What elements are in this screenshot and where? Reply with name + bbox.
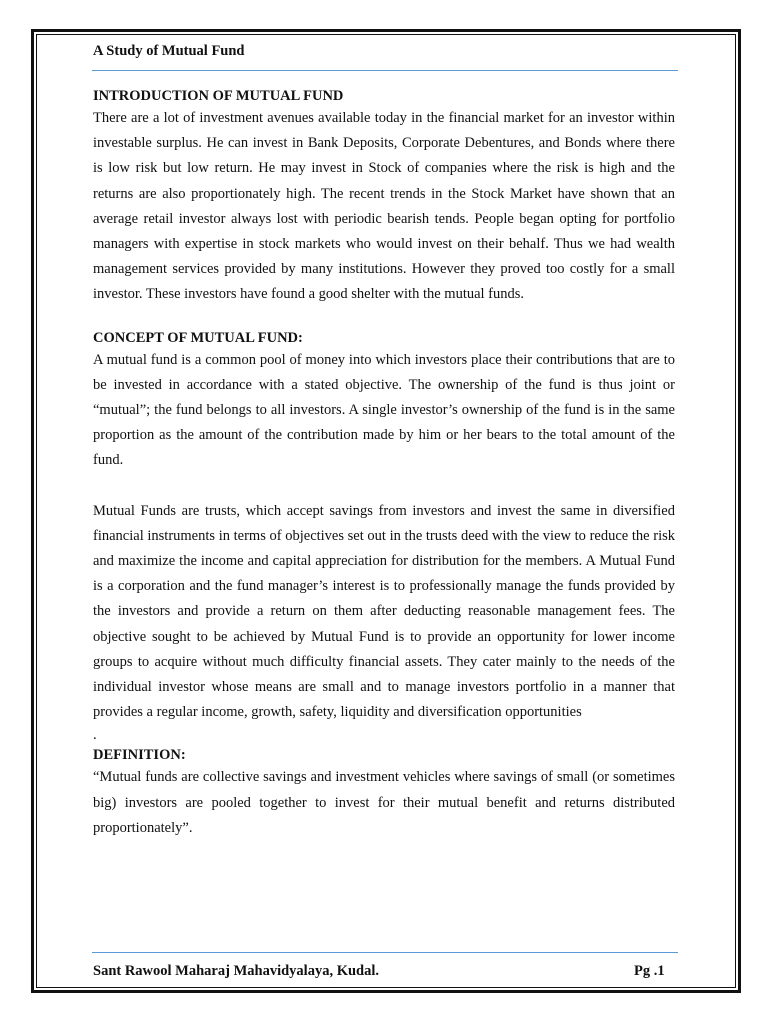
stray-dot: . (93, 727, 97, 744)
concept-heading: CONCEPT OF MUTUAL FUND: (93, 329, 303, 346)
definition-paragraph: “Mutual funds are collective savings and investment vehicles where savings of small (or sometimes big) investors are pooled together to invest for their mutual benefit and returns distributed proportionately”. (93, 769, 675, 836)
concept-paragraph-2: Mutual Funds are trusts, which accept savings from investors and invest the same in diversified financial instruments in terms of objectives set out in the trusts deed with the view to reduce the risk and maximize the income and capital appreciation for distribution for the members. A Mutual Fund is a corporation and the fund manager’s interest is to professionally manage the funds provided by the investors and provide a return on them after deducting reasonable management fees. The objective sought to be achieved by Mutual Fund is to provide an opportunity for lower income groups to acquire without much difficulty financial assets. They cater mainly to the needs of the individual investor whose means are small and to manage investors portfolio in a manner that provides a regular income, growth, safety, liquidity and diversification opportunities (93, 502, 675, 721)
introduction-heading: INTRODUCTION OF MUTUAL FUND (93, 88, 344, 104)
definition-heading: DEFINITION: (93, 747, 186, 764)
header-rule (92, 70, 678, 71)
concept-paragraph-1: A mutual fund is a common pool of money into which investors place their contributions that are to be invested in accordance with a stated objective. The ownership of the fund is thus joint or “mutual”; the fund belongs to all investors. A single investor’s ownership of the fund is in the same proportion as the amount of the contribution made by him or her bears to the total amount of the fund. (93, 351, 675, 469)
footer-rule (92, 952, 678, 953)
document-body (93, 86, 675, 841)
introduction-paragraph: There are a lot of investment avenues available today in the financial market for an investor within investable surplus. He can invest in Bank Deposits, Corporate Debentures, and Bonds where there is low risk but low return. He may invest in Stock of companies where the risk is high and the returns are also proportionately high. The recent trends in the Stock Market have shown that an average retail investor always lost with periodic bearish tends. People began opting for portfolio managers with expertise in stock markets who would invest on their behalf. Thus we had wealth management services provided by many institutions. However they proved too costly for a small investor. These investors have found a good shelter with the mutual funds. (93, 110, 675, 303)
header-title: A Study of Mutual Fund (93, 43, 245, 59)
footer-institution: Sant Rawool Maharaj Mahavidyalaya, Kudal. (93, 963, 379, 979)
footer-page-number: Pg .1 (634, 963, 665, 979)
